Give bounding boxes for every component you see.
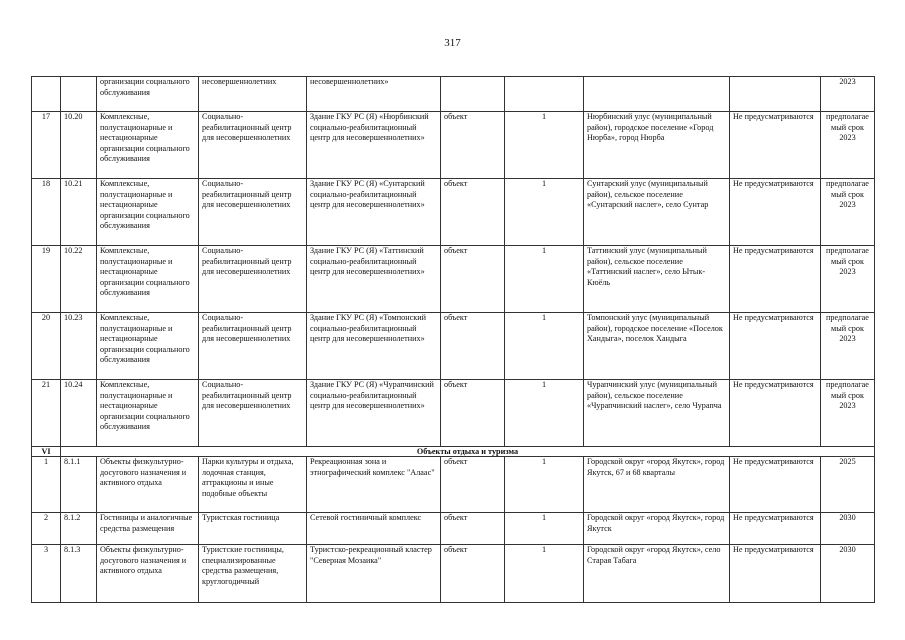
cell-object-name: Здание ГКУ РС (Я) «Чурапчинский социально-реабилитационный центр для несовершеннолетних» [307,380,441,447]
table-row [32,77,875,112]
table-row [32,457,875,513]
table-row [32,246,875,313]
cell-kind: несовершеннолетних [199,77,307,112]
cell-code [61,77,97,112]
cell-code: 8.1.1 [61,457,97,513]
cell-number: 18 [32,179,61,246]
cell-number: 1 [32,457,61,513]
cell-object-name: Здание ГКУ РС (Я) «Таттинский социально-реабилитационный центр для несовершеннолетних» [307,246,441,313]
cell-zone: Не предусматриваются [730,313,821,380]
cell-term: предполагаемый срок 2023 [821,112,875,179]
cell-number: 19 [32,246,61,313]
cell-number [32,77,61,112]
cell-number: 3 [32,545,61,603]
cell-kind: Социально-реабилитационный центр для несовершеннолетних [199,246,307,313]
cell-zone: Не предусматриваются [730,513,821,545]
cell-term: 2025 [821,457,875,513]
page-number: 317 [444,37,461,49]
cell-unit: объект [441,545,505,603]
cell-unit: объект [441,112,505,179]
cell-number: 20 [32,313,61,380]
cell-zone: Не предусматриваются [730,246,821,313]
cell-object-name: Рекреационная зона и этнографический комплекс "Алаас" [307,457,441,513]
cell-quantity: 1 [505,457,584,513]
section-title: Объекты отдыха и туризма [61,447,875,457]
table-row [32,545,875,603]
cell-unit: объект [441,380,505,447]
cell-term: 2030 [821,545,875,603]
table-row [32,179,875,246]
cell-purpose: Комплексные, полустационарные и нестационарные организации социального обслуживания [97,380,199,447]
cell-term: предполагаемый срок 2023 [821,246,875,313]
cell-kind: Социально-реабилитационный центр для несовершеннолетних [199,112,307,179]
cell-kind: Социально-реабилитационный центр для несовершеннолетних [199,179,307,246]
cell-zone: Не предусматриваются [730,457,821,513]
cell-object-name: Здание ГКУ РС (Я) «Томпонский социально-реабилитационный центр для несовершеннолетних» [307,313,441,380]
cell-purpose: Комплексные, полустационарные и нестационарные организации социального обслуживания [97,313,199,380]
cell-kind: Туристские гостиницы, специализированные средства размещения, круглогодичный [199,545,307,603]
table-row [32,313,875,380]
cell-purpose: Гостиницы и аналогичные средства размещения [97,513,199,545]
cell-term: предполагаемый срок 2023 [821,380,875,447]
cell-zone: Не предусматриваются [730,545,821,603]
cell-quantity: 1 [505,246,584,313]
cell-purpose: Комплексные, полустационарные и нестационарные организации социального обслуживания [97,179,199,246]
cell-kind: Социально-реабилитационный центр для несовершеннолетних [199,313,307,380]
cell-unit: объект [441,246,505,313]
cell-quantity [505,77,584,112]
table-row [32,380,875,447]
cell-unit [441,77,505,112]
cell-unit: объект [441,457,505,513]
cell-term: предполагаемый срок 2023 [821,313,875,380]
cell-location: Томпонский улус (муниципальный район), городское поселение «Поселок Хандыга», поселок Хандыга [584,313,730,380]
cell-number: 2 [32,513,61,545]
cell-zone: Не предусматриваются [730,112,821,179]
cell-unit: объект [441,513,505,545]
cell-location [584,77,730,112]
cell-quantity: 1 [505,545,584,603]
cell-purpose: Объекты физкультурно-досугового назначения и активного отдыха [97,545,199,603]
cell-number: 17 [32,112,61,179]
cell-purpose: организации социального обслуживания [97,77,199,112]
cell-quantity: 1 [505,112,584,179]
cell-unit: объект [441,179,505,246]
cell-location: Чурапчинский улус (муниципальный район), сельское поселение «Чурапчинский наслег», село Чурапча [584,380,730,447]
section-number: VI [32,447,61,457]
cell-code: 10.21 [61,179,97,246]
cell-location: Городской округ «город Якутск», город Якутск [584,513,730,545]
cell-kind: Социально-реабилитационный центр для несовершеннолетних [199,380,307,447]
cell-quantity: 1 [505,179,584,246]
cell-object-name: Сетевой гостиничный комплекс [307,513,441,545]
cell-term: предполагаемый срок 2023 [821,179,875,246]
cell-kind: Туристская гостиница [199,513,307,545]
cell-location: Городской округ «город Якутск», город Якутск, 67 и 68 кварталы [584,457,730,513]
cell-term: 2030 [821,513,875,545]
cell-quantity: 1 [505,380,584,447]
cell-object-name: Здание ГКУ РС (Я) «Нюрбинский социально-реабилитационный центр для несовершеннолетних» [307,112,441,179]
cell-code: 10.23 [61,313,97,380]
cell-term: 2023 [821,77,875,112]
cell-location: Городской округ «город Якутск», село Старая Табага [584,545,730,603]
cell-location: Сунтарский улус (муниципальный район), сельское поселение «Сунтарский наслег», село Сунтар [584,179,730,246]
cell-unit: объект [441,313,505,380]
cell-number: 21 [32,380,61,447]
section-row [32,447,875,457]
cell-zone [730,77,821,112]
cell-object-name: несовершеннолетних» [307,77,441,112]
cell-code: 8.1.2 [61,513,97,545]
cell-quantity: 1 [505,513,584,545]
table-row [32,513,875,545]
cell-location: Таттинский улус (муниципальный район), сельское поселение «Таттинский наслег», село Ытык-Кюёль [584,246,730,313]
table-row [32,112,875,179]
cell-code: 10.24 [61,380,97,447]
cell-object-name: Здание ГКУ РС (Я) «Сунтарский социально-реабилитационный центр для несовершеннолетних» [307,179,441,246]
cell-object-name: Туристско-рекреационный кластер "Северная Мозаика" [307,545,441,603]
cell-location: Нюрбинский улус (муниципальный район), городское поселение «Город Нюрба», город Нюрба [584,112,730,179]
cell-purpose: Объекты физкультурно-досугового назначения и активного отдыха [97,457,199,513]
cell-purpose: Комплексные, полустационарные и нестационарные организации социального обслуживания [97,112,199,179]
cell-code: 10.22 [61,246,97,313]
cell-code: 10.20 [61,112,97,179]
cell-zone: Не предусматриваются [730,179,821,246]
cell-quantity: 1 [505,313,584,380]
cell-purpose: Комплексные, полустационарные и нестационарные организации социального обслуживания [97,246,199,313]
cell-zone: Не предусматриваются [730,380,821,447]
cell-kind: Парки культуры и отдыха, лодочная станция, аттракционы и иные подобные объекты [199,457,307,513]
cell-code: 8.1.3 [61,545,97,603]
objects-table [31,76,875,603]
